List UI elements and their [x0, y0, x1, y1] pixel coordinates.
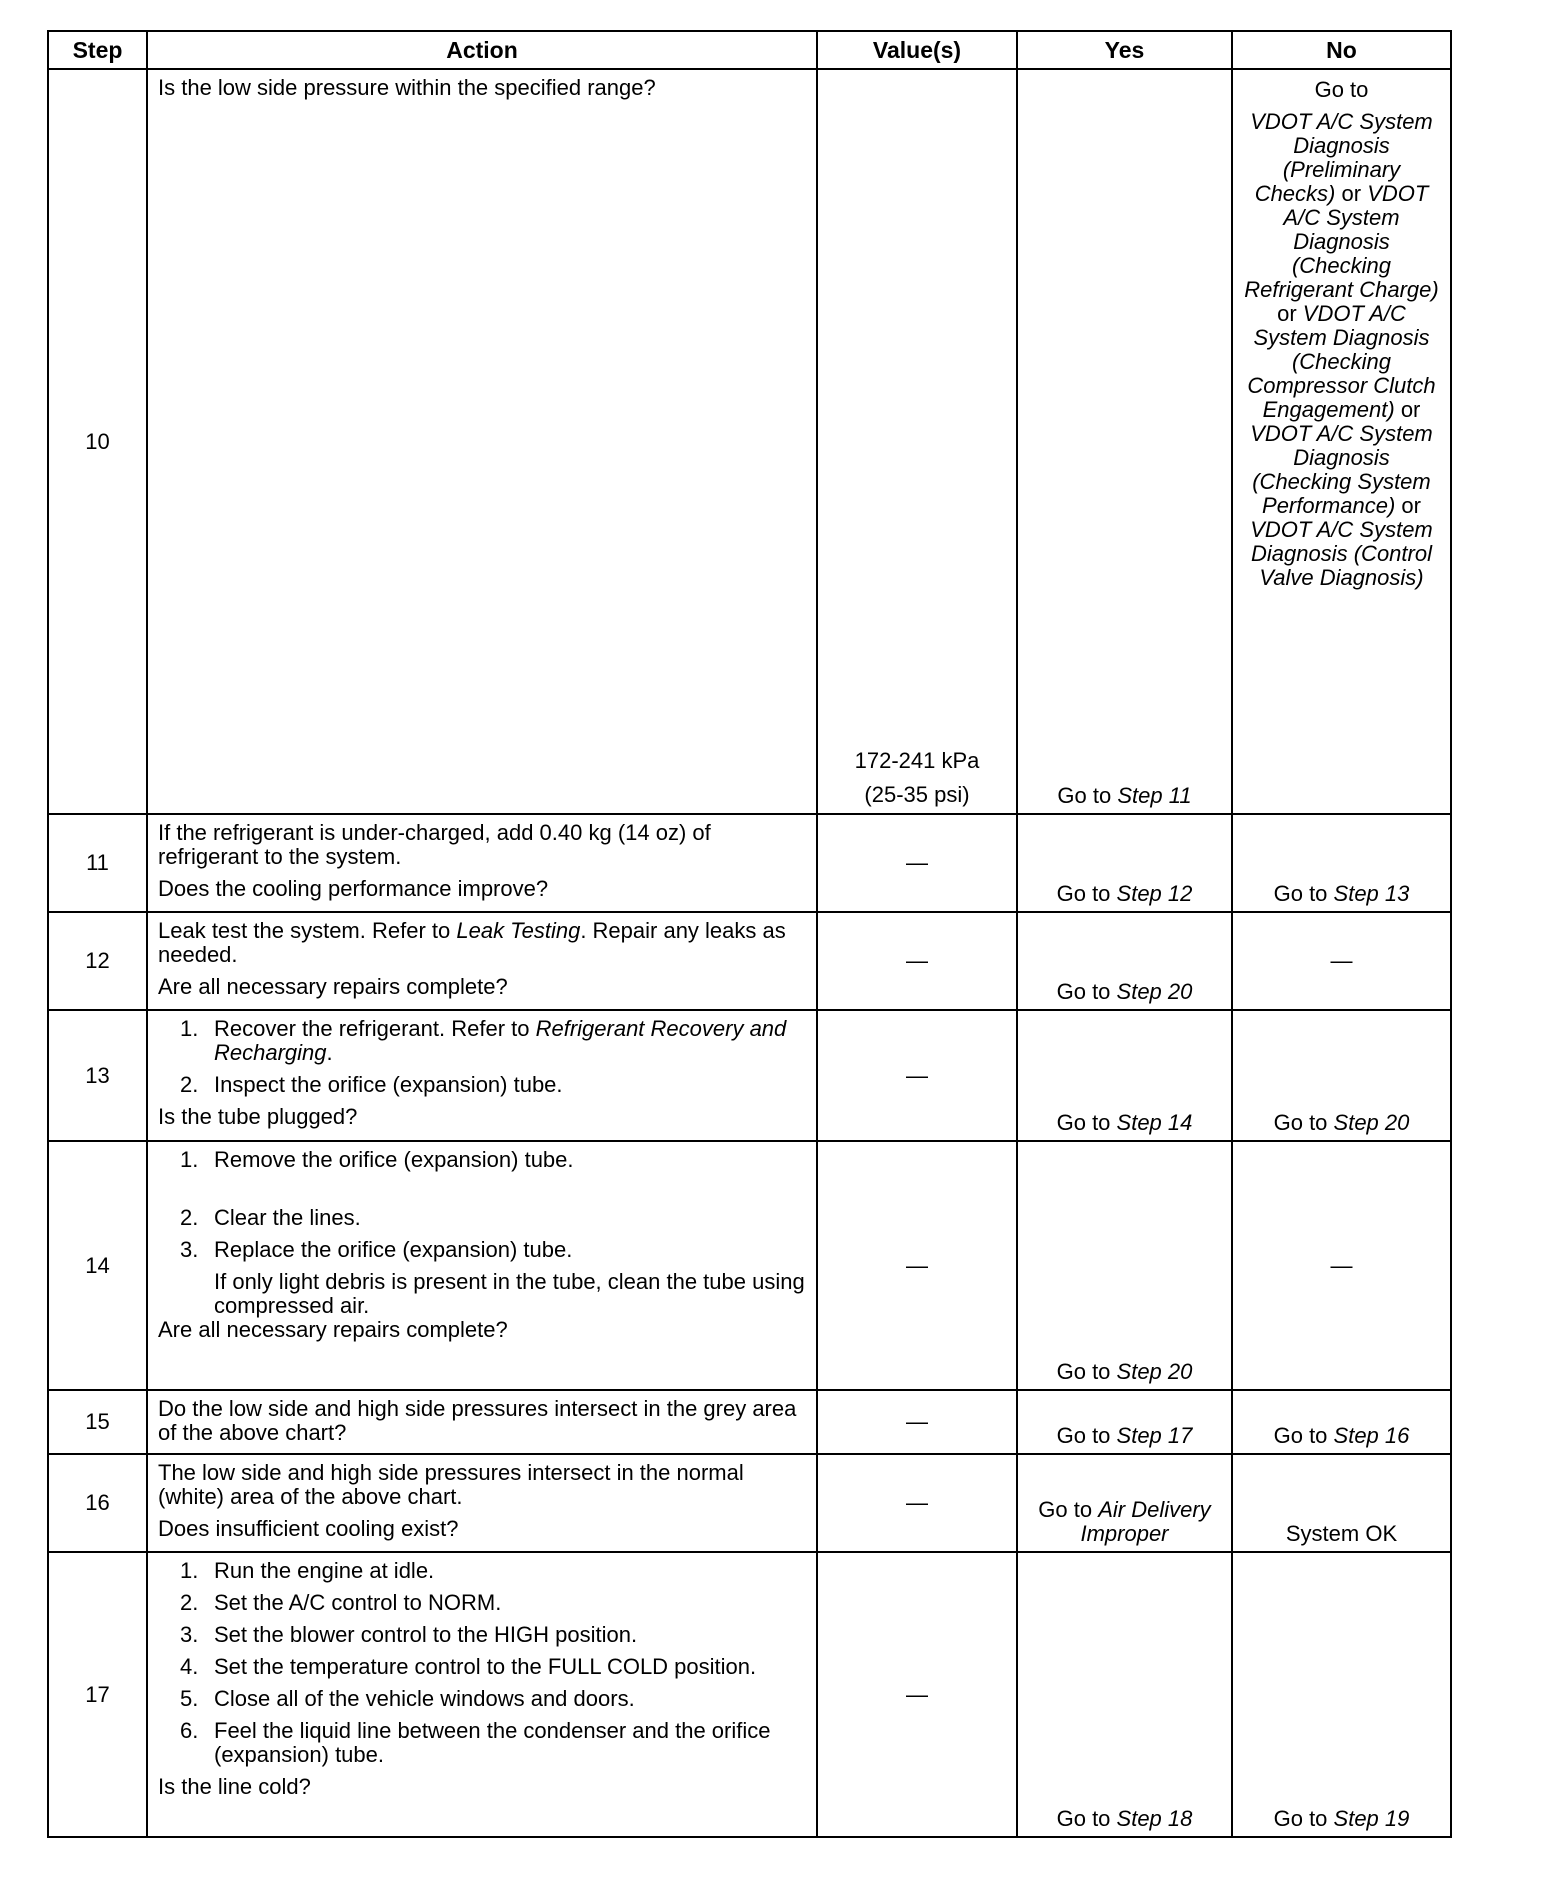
value-cell: — [817, 1010, 1017, 1141]
table-row [48, 1552, 1451, 1837]
leak-testing-link[interactable]: Leak Testing [456, 918, 581, 943]
action-cell [147, 1010, 817, 1141]
yes-prefix: Go to [1056, 881, 1117, 906]
action-cell [147, 1454, 817, 1552]
action-question: Are all necessary repairs complete? [158, 1317, 508, 1342]
value-cell: — [817, 814, 1017, 912]
yes-link[interactable]: Step 18 [1116, 1806, 1193, 1831]
yes-prefix: Go to [1056, 1806, 1117, 1831]
value-kpa: 172-241 kPa [854, 748, 980, 773]
action-text [158, 919, 806, 967]
list-item: 4. Set the temperature control to the FULL COLD position. [180, 1654, 757, 1679]
value-cell: — [817, 1454, 1017, 1552]
table-row [48, 1141, 1451, 1390]
action-note: If only light debris is present in the tube, clean the tube using compressed air. [214, 1269, 805, 1318]
step-number: 16 [48, 1454, 147, 1552]
yes-prefix: Go to [1038, 1497, 1099, 1522]
yes-cell [1017, 814, 1232, 912]
table-row [48, 912, 1451, 1010]
yes-prefix: Go to [1056, 1423, 1117, 1448]
no-cell: — [1232, 1141, 1451, 1390]
no-cell: System OK [1232, 1454, 1451, 1552]
action-text: The low side and high side pressures intersect in the normal (white) area of the above chart. [158, 1460, 744, 1509]
no-link[interactable]: Step 13 [1333, 881, 1410, 906]
list-item: 2. Clear the lines. [180, 1205, 361, 1230]
action-cell [147, 1390, 817, 1454]
value-cell [817, 69, 1017, 814]
yes-link[interactable]: Step 11 [1117, 783, 1192, 808]
action-question: Is the line cold? [158, 1774, 311, 1799]
yes-prefix: Go to [1056, 1359, 1117, 1384]
action-cell [147, 814, 817, 912]
header-values: Value(s) [817, 31, 1017, 69]
action-cell [147, 912, 817, 1010]
no-link-preliminary[interactable]: VDOT A/C System Diagnosis (Preliminary Checks) [1250, 109, 1433, 206]
table-row [48, 814, 1451, 912]
step-number: 17 [48, 1552, 147, 1837]
action-list [158, 1017, 806, 1105]
step-number: 11 [48, 814, 147, 912]
no-link-control-valve[interactable]: VDOT A/C System Diagnosis (Control Valve Diagnosis) [1250, 517, 1433, 590]
no-prefix: Go to [1314, 77, 1369, 102]
action-cell [147, 69, 817, 814]
list-item: 5. Close all of the vehicle windows and doors. [180, 1686, 635, 1711]
action-cell [147, 1141, 817, 1390]
no-link-system-performance[interactable]: VDOT A/C System Diagnosis (Checking System Performance) [1250, 421, 1433, 518]
yes-cell [1017, 1454, 1232, 1552]
list-item: 1. Run the engine at idle. [180, 1558, 435, 1583]
no-cell [1232, 1390, 1451, 1454]
no-prefix: Go to [1273, 1806, 1334, 1831]
header-no: No [1232, 31, 1451, 69]
no-link[interactable]: Step 16 [1333, 1423, 1410, 1448]
yes-link[interactable]: Air Delivery Improper [1080, 1497, 1211, 1546]
list-item: 1. Remove the orifice (expansion) tube. [180, 1147, 574, 1172]
yes-link[interactable]: Step 12 [1116, 881, 1193, 906]
list-item: 1. Recover the refrigerant. Refer to Refrigerant Recovery and Recharging. [180, 1016, 787, 1065]
no-prefix: Go to [1273, 881, 1334, 906]
action-list [158, 1559, 806, 1775]
action-text-a: Leak test the system. Refer to [158, 918, 457, 943]
yes-cell [1017, 1552, 1232, 1837]
list-item: 6. Feel the liquid line between the condenser and the orifice (expansion) tube. [180, 1718, 771, 1767]
yes-link[interactable]: Step 20 [1116, 1359, 1193, 1384]
header-action: Action [147, 31, 817, 69]
no-or: or [1335, 181, 1362, 206]
table-row [48, 1390, 1451, 1454]
no-cell [1232, 1010, 1451, 1141]
no-link-refrigerant-charge[interactable]: VDOT A/C System Diagnosis (Checking Refrigerant Charge) [1244, 181, 1439, 302]
action-text-b: . Repair any leaks as needed. [158, 918, 786, 967]
refrigerant-recovery-link[interactable]: Refrigerant Recovery and Recharging [214, 1016, 787, 1065]
action-text: If the refrigerant is under-charged, add 0.40 kg (14 oz) of refrigerant to the system. [158, 820, 711, 869]
header-step: Step [48, 31, 147, 69]
list-item: 3. Set the blower control to the HIGH position. [180, 1622, 638, 1647]
value-cell: — [817, 1390, 1017, 1454]
action-question: Is the tube plugged? [158, 1104, 358, 1129]
no-cell: — [1232, 912, 1451, 1010]
yes-link[interactable]: Step 14 [1116, 1110, 1193, 1135]
diagnostic-table [47, 30, 1452, 1838]
value-psi: (25-35 psi) [864, 782, 970, 807]
no-cell [1232, 69, 1451, 814]
action-list [158, 1148, 806, 1270]
step-number: 14 [48, 1141, 147, 1390]
step-number: 15 [48, 1390, 147, 1454]
no-or: or [1394, 397, 1421, 422]
yes-prefix: Go to [1056, 979, 1117, 1004]
table-row [48, 1454, 1451, 1552]
list-item: 2. Set the A/C control to NORM. [180, 1590, 502, 1615]
step-number: 12 [48, 912, 147, 1010]
value-cell: — [817, 1552, 1017, 1837]
yes-link[interactable]: Step 20 [1116, 979, 1193, 1004]
action-question: Are all necessary repairs complete? [158, 974, 508, 999]
list-item: 3. Replace the orifice (expansion) tube. [180, 1237, 573, 1262]
list-item: 2. Inspect the orifice (expansion) tube. [180, 1072, 563, 1097]
no-link[interactable]: Step 20 [1333, 1110, 1410, 1135]
yes-cell [1017, 1390, 1232, 1454]
header-yes: Yes [1017, 31, 1232, 69]
yes-cell [1017, 69, 1232, 814]
yes-prefix: Go to [1056, 1110, 1117, 1135]
yes-cell [1017, 912, 1232, 1010]
action-question: Is the low side pressure within the specified range? [158, 75, 656, 100]
no-prefix: Go to [1273, 1110, 1334, 1135]
no-link[interactable]: Step 19 [1333, 1806, 1410, 1831]
yes-prefix: Go to [1057, 783, 1118, 808]
no-cell [1232, 1552, 1451, 1837]
value-cell: — [817, 1141, 1017, 1390]
table-row [48, 1010, 1451, 1141]
yes-link[interactable]: Step 17 [1116, 1423, 1193, 1448]
table-row [48, 69, 1451, 814]
action-cell [147, 1552, 817, 1837]
no-or: or [1277, 301, 1297, 326]
header-row [48, 31, 1451, 69]
step-number: 13 [48, 1010, 147, 1141]
no-cell [1232, 814, 1451, 912]
no-prefix: Go to [1273, 1423, 1334, 1448]
no-link-clutch-engagement[interactable]: VDOT A/C System Diagnosis (Checking Compressor Clutch Engagement) [1247, 301, 1436, 422]
step-number: 10 [48, 69, 147, 814]
action-question: Does insufficient cooling exist? [158, 1516, 459, 1541]
yes-cell [1017, 1141, 1232, 1390]
yes-cell [1017, 1010, 1232, 1141]
action-question: Do the low side and high side pressures intersect in the grey area of the above chart? [158, 1396, 797, 1445]
action-question: Does the cooling performance improve? [158, 876, 549, 901]
value-cell: — [817, 912, 1017, 1010]
no-or: or [1395, 493, 1421, 518]
